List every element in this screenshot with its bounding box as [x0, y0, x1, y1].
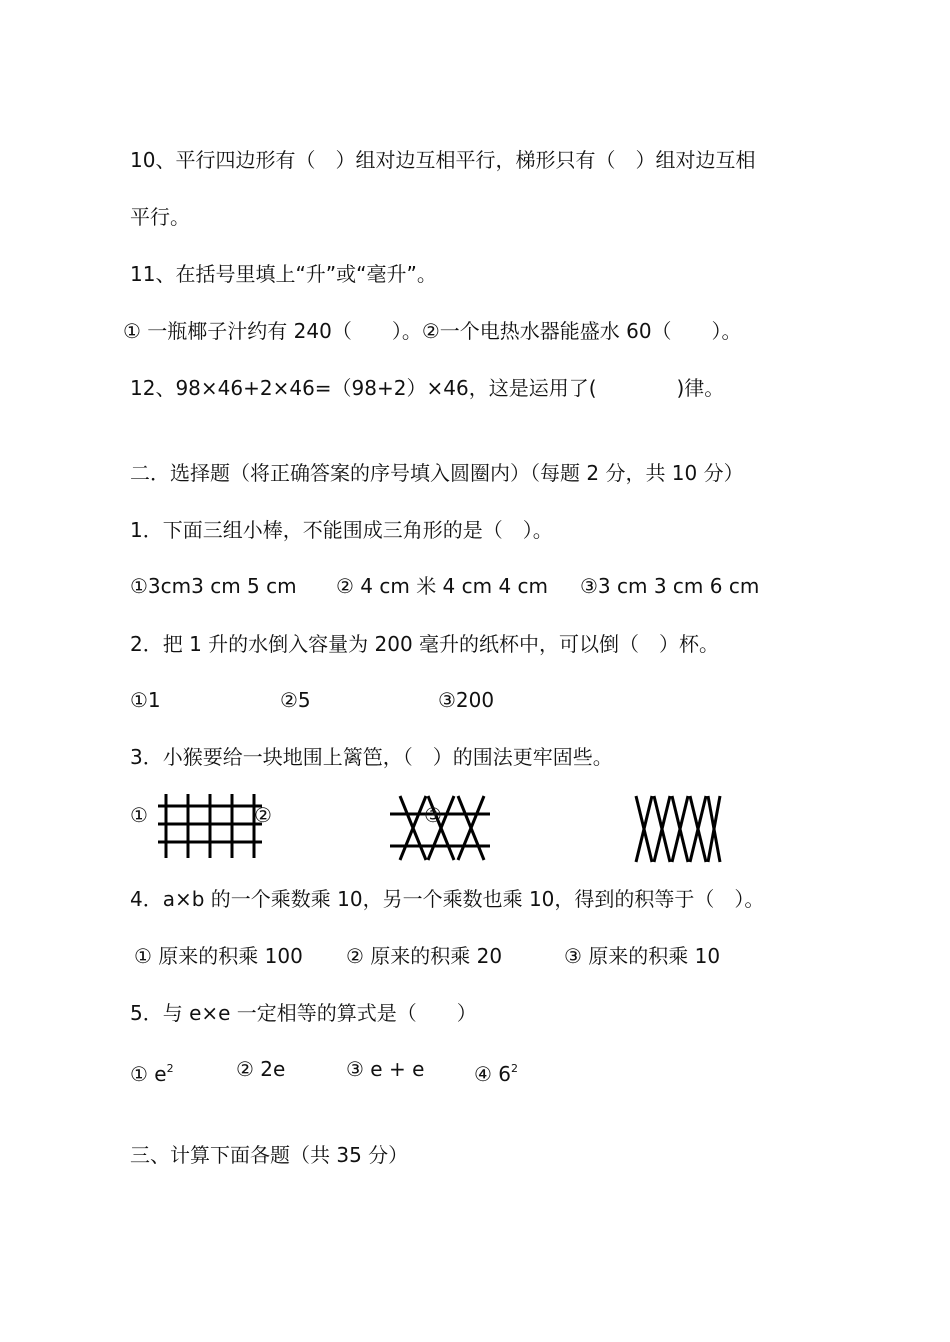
question-11: 11、在括号里填上“升”或“毫升”。 [130, 262, 437, 286]
section-2-heading: 二．选择题（将正确答案的序号填入圆圈内）（每题 2 分，共 10 分） [130, 461, 744, 485]
choice-question-2: 2．把 1 升的水倒入容量为 200 毫升的纸杯中，可以倒（ ）杯。 [130, 632, 720, 656]
choice-2-option-1: ①1 [130, 688, 161, 712]
question-10-line1: 10、平行四边形有（ ）组对边互相平行，梯形只有（ ）组对边互相 [130, 148, 756, 172]
choice-5-option-1-base: ① e [130, 1062, 167, 1086]
question-11-items: ① 一瓶椰子汁约有 240（ ）。②一个电热水器能盛水 60（ ）。 [123, 319, 742, 343]
fence-grid-figure [158, 794, 266, 862]
choice-5-option-1 [130, 1055, 174, 1088]
choice-2-option-3: ③200 [438, 688, 495, 712]
choice-5-option-4-exponent: 2 [511, 1062, 519, 1075]
choice-4-option-1: ① 原来的积乘 100 [134, 944, 303, 968]
choice-4-option-2: ② 原来的积乘 20 [346, 944, 503, 968]
choice-5-option-2: ② 2e [236, 1057, 286, 1081]
choice-question-5: 5．与 e×e 一定相等的算式是（ ） [130, 1001, 477, 1025]
choice-5-option-1-exponent: 2 [166, 1062, 174, 1075]
choice-question-3: 3．小猴要给一块地围上篱笆，（ ）的围法更牢固些。 [130, 745, 613, 769]
fence-diamond-figure [632, 794, 724, 866]
fence-label-1: ① [130, 803, 148, 827]
section-3-heading: 三、计算下面各题（共 35 分） [130, 1143, 409, 1167]
choice-question-1: 1．下面三组小棒，不能围成三角形的是（ ）。 [130, 518, 553, 542]
choice-1-option-3: ③3 cm 3 cm 6 cm [580, 574, 760, 598]
choice-5-option-4 [474, 1055, 518, 1088]
choice-1-option-2: ② 4 cm 米 4 cm 4 cm [336, 574, 549, 598]
fence-label-2: ② [254, 803, 272, 827]
choice-1-option-1: ①3cm3 cm 5 cm [130, 574, 297, 598]
choice-2-option-2: ②5 [280, 688, 311, 712]
question-12: 12、98×46+2×46=（98+2）×46，这是运用了( )律。 [130, 376, 725, 400]
question-10-line2: 平行。 [130, 205, 190, 229]
choice-5-option-3: ③ e + e [346, 1057, 425, 1081]
choice-4-option-3: ③ 原来的积乘 10 [564, 944, 721, 968]
fence-label-3: ③ [424, 803, 442, 827]
choice-5-option-4-base: ④ 6 [474, 1062, 512, 1086]
choice-question-4: 4．a×b 的一个乘数乘 10，另一个乘数也乘 10，得到的积等于（ ）。 [130, 887, 765, 911]
